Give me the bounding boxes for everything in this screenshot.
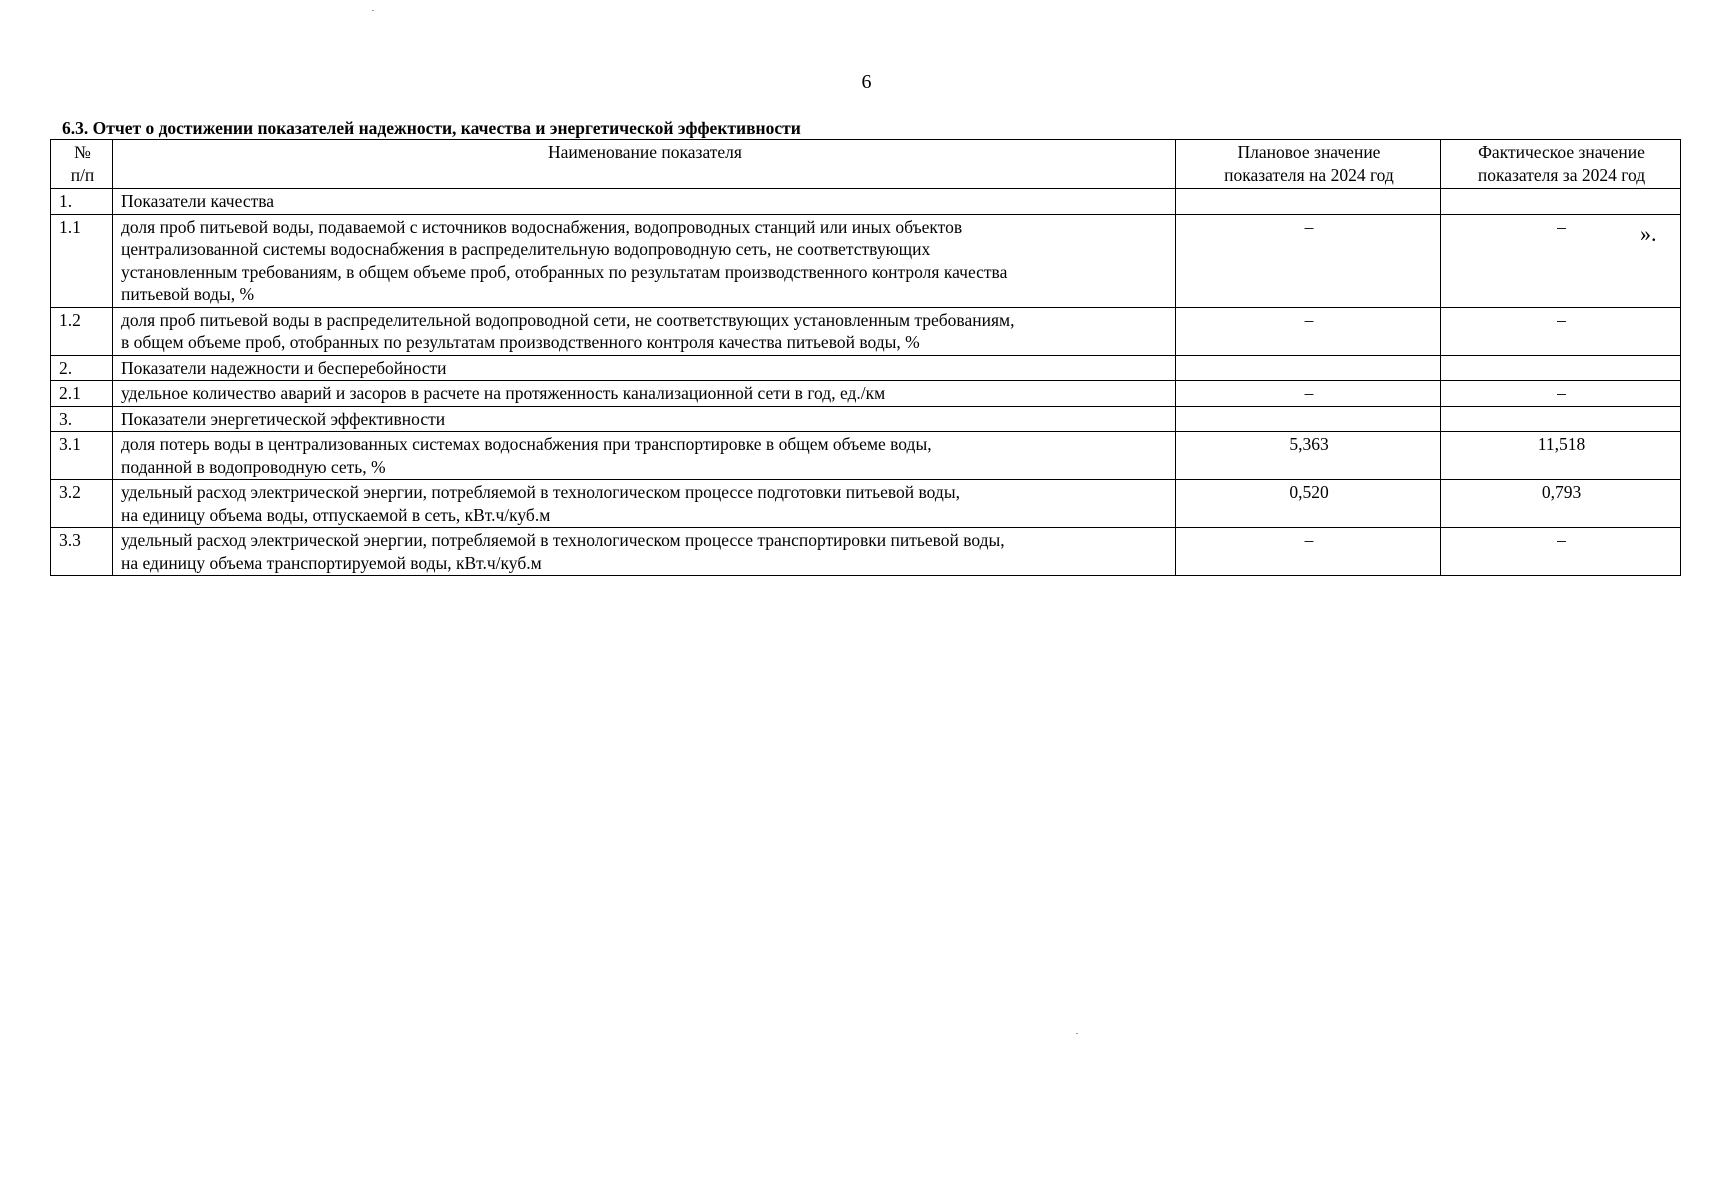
- indicator-name: [113, 406, 1176, 432]
- indicator-name-line: установленным требованиям, в общем объеме проб, отобранных по результатам производственного контроля качества: [121, 261, 1008, 282]
- indicator-name-line: Показатели качества: [121, 191, 275, 211]
- fact-value: [1441, 406, 1681, 432]
- plan-value: –: [1176, 307, 1441, 355]
- indicator-name-line: поданной в водопроводную сеть, %: [121, 456, 386, 477]
- fact-value: [1441, 189, 1681, 215]
- indicator-name: [113, 528, 1176, 576]
- row-number: 1.1: [51, 214, 113, 307]
- table-body: [51, 189, 1681, 576]
- row-number: 1.: [51, 189, 113, 215]
- indicator-name: [113, 432, 1176, 480]
- indicator-name-line: удельное количество аварий и засоров в расчете на протяженность канализационной сети в год, ед./км: [121, 383, 886, 403]
- plan-value: [1176, 406, 1441, 432]
- table-row: [51, 432, 1681, 480]
- header-plan-line: Плановое значение: [1237, 142, 1381, 162]
- plan-value: 0,520: [1176, 480, 1441, 528]
- header-row: [51, 140, 1681, 189]
- row-number: 2.: [51, 355, 113, 381]
- indicator-name-line: питьевой воды, %: [121, 284, 255, 304]
- plan-value: –: [1176, 214, 1441, 307]
- indicator-name-line: централизованной системы водоснабжения в распределительную водопроводную сеть, не соответствующих: [121, 239, 931, 259]
- row-number: 3.3: [51, 528, 113, 576]
- table-row: [51, 528, 1681, 576]
- header-fact: [1441, 140, 1681, 189]
- header-plan-line: показателя на 2024 год: [1224, 165, 1394, 185]
- indicator-name-line: на единицу объема воды, отпускаемой в сеть, кВт.ч/куб.м: [121, 504, 551, 525]
- table-row: [51, 480, 1681, 528]
- header-fact-line: показателя за 2024 год: [1477, 165, 1646, 185]
- table-header: [51, 140, 1681, 189]
- header-fact-line: Фактическое значение: [1478, 142, 1645, 162]
- fact-value: 11,518: [1441, 432, 1681, 480]
- table-row: [51, 189, 1681, 215]
- row-number: 3.: [51, 406, 113, 432]
- plan-value: 5,363: [1176, 432, 1441, 480]
- scan-speck: [1076, 1033, 1078, 1034]
- header-plan: [1176, 140, 1441, 189]
- plan-value: [1176, 355, 1441, 381]
- fact-value: –: [1441, 528, 1681, 576]
- section-title: 6.3. Отчет о достижении показателей надежности, качества и энергетической эффективности: [62, 118, 801, 138]
- row-number: 3.1: [51, 432, 113, 480]
- indicator-name: [113, 214, 1176, 307]
- fact-value: 0,793: [1441, 480, 1681, 528]
- header-num: [51, 140, 113, 189]
- header-num-line: №: [74, 142, 91, 162]
- table-row: [51, 355, 1681, 381]
- indicator-name-line: удельный расход электрической энергии, потребляемой в технологическом процессе подготовки питьевой воды,: [121, 482, 960, 502]
- table-row: [51, 381, 1681, 407]
- table-row: [51, 406, 1681, 432]
- indicator-name-line: на единицу объема транспортируемой воды, кВт.ч/куб.м: [121, 552, 542, 573]
- row-number: 1.2: [51, 307, 113, 355]
- indicator-name: [113, 189, 1176, 215]
- indicator-name-line: в общем объеме проб, отобранных по результатам производственного контроля качества питьевой воды, %: [121, 332, 920, 352]
- indicator-name-line: удельный расход электрической энергии, потребляемой в технологическом процессе транспортировки питьевой воды,: [121, 530, 1005, 550]
- plan-value: –: [1176, 381, 1441, 407]
- row-number: 2.1: [51, 381, 113, 407]
- indicator-name-line: доля потерь воды в централизованных системах водоснабжения при транспортировке в общем объеме воды,: [121, 434, 932, 454]
- table-row: [51, 307, 1681, 355]
- page-number: 6: [861, 71, 872, 93]
- indicator-name-line: Показатели надежности и бесперебойности: [121, 357, 447, 378]
- indicators-table: [50, 139, 1681, 576]
- scan-speck: [372, 10, 374, 11]
- closing-quote-mark: ».: [1640, 221, 1657, 246]
- indicator-name: [113, 381, 1176, 407]
- fact-value: –: [1441, 214, 1681, 307]
- indicator-name: [113, 480, 1176, 528]
- table-row: [51, 214, 1681, 307]
- indicator-name: [113, 355, 1176, 381]
- plan-value: –: [1176, 528, 1441, 576]
- indicator-name-line: доля проб питьевой воды, подаваемой с источников водоснабжения, водопроводных станций или иных объектов: [121, 216, 963, 237]
- header-name: Наименование показателя: [113, 140, 1176, 189]
- indicator-name-line: Показатели энергетической эффективности: [121, 408, 446, 429]
- indicator-name-line: доля проб питьевой воды в распределительной водопроводной сети, не соответствующих установленным требованиям,: [121, 309, 1015, 330]
- fact-value: [1441, 355, 1681, 381]
- fact-value: –: [1441, 381, 1681, 407]
- fact-value: –: [1441, 307, 1681, 355]
- plan-value: [1176, 189, 1441, 215]
- indicator-name: [113, 307, 1176, 355]
- row-number: 3.2: [51, 480, 113, 528]
- header-num-line: п/п: [70, 165, 95, 185]
